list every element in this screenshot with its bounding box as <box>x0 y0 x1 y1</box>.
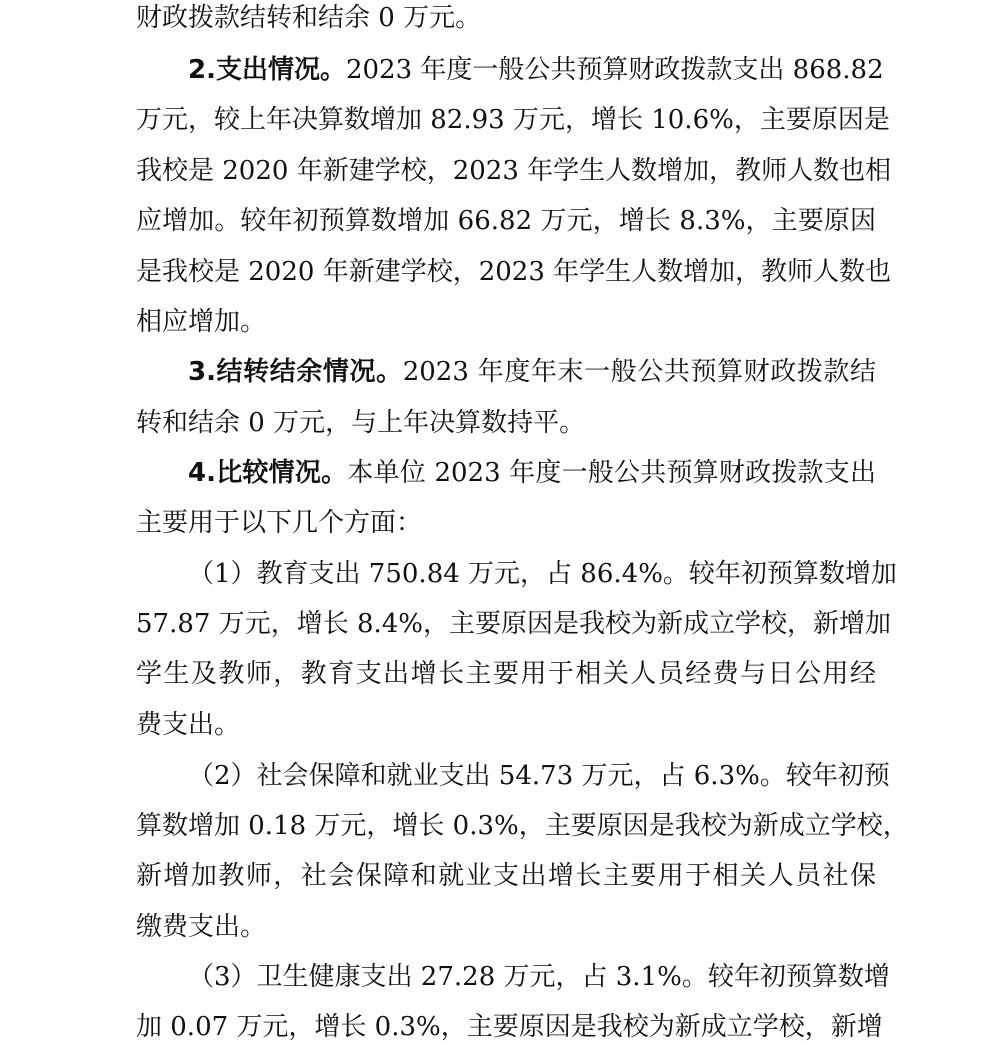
section-heading-carryover: 3.结转结余情况。 <box>188 357 403 387</box>
section-heading-expenditure: 2.支出情况。 <box>188 55 346 85</box>
paragraph-4-line-3: 费支出。 <box>136 710 241 740</box>
paragraph-5-line-3: 缴费支出。 <box>136 912 267 942</box>
paragraph-2-line-1: 转和结余 0 万元，与上年决算数持平。 <box>136 408 586 438</box>
paragraph-5-line-0: （2）社会保障和就业支出 54.73 万元，占 6.3%。较年初预 <box>188 761 890 791</box>
paragraph-3-line-1: 主要用于以下几个方面： <box>136 508 423 538</box>
paragraph-1-line-5: 相应增加。 <box>136 307 267 337</box>
paragraph-0-line-0: 财政拨款结转和结余 0 万元。 <box>136 3 482 33</box>
paragraph-6-line-0: （3）卫生健康支出 27.28 万元，占 3.1%。较年初预算数增 <box>188 962 890 992</box>
paragraph-2-line-0: 3.结转结余情况。2023 年度年末一般公共预算财政拨款结 <box>188 357 877 387</box>
section-heading-comparison: 4.比较情况。 <box>188 458 348 488</box>
paragraph-4-line-1: 57.87 万元，增长 8.4%，主要原因是我校为新成立学校，新增加 <box>136 609 892 639</box>
paragraph-5-line-2: 新增加教师，社会保障和就业支出增长主要用于相关人员社保 <box>136 861 876 891</box>
paragraph-4-line-0: （1）教育支出 750.84 万元，占 86.4%。较年初预算数增加 <box>188 559 897 589</box>
paragraph-4-line-2: 学生及教师，教育支出增长主要用于相关人员经费与日公用经 <box>136 659 876 689</box>
paragraph-6-line-1: 加 0.07 万元，增长 0.3%，主要原因是我校为新成立学校，新增 <box>136 1012 883 1042</box>
paragraph-1-line-4: 是我校是 2020 年新建学校，2023 年学生人数增加，教师人数也 <box>136 257 892 287</box>
paragraph-3-line-0: 4.比较情况。本单位 2023 年度一般公共预算财政拨款支出 <box>188 458 877 488</box>
paragraph-1-line-0: 2.支出情况。2023 年度一般公共预算财政拨款支出 868.82 <box>188 55 884 85</box>
paragraph-1-line-3: 应增加。较年初预算数增加 66.82 万元，增长 8.3%，主要原因 <box>136 206 876 236</box>
paragraph-1-line-2: 我校是 2020 年新建学校，2023 年学生人数增加，教师人数也相 <box>136 156 892 186</box>
paragraph-5-line-1: 算数增加 0.18 万元，增长 0.3%，主要原因是我校为新成立学校， <box>136 811 909 841</box>
paragraph-1-line-1: 万元，较上年决算数增加 82.93 万元，增长 10.6%，主要原因是 <box>136 105 890 135</box>
